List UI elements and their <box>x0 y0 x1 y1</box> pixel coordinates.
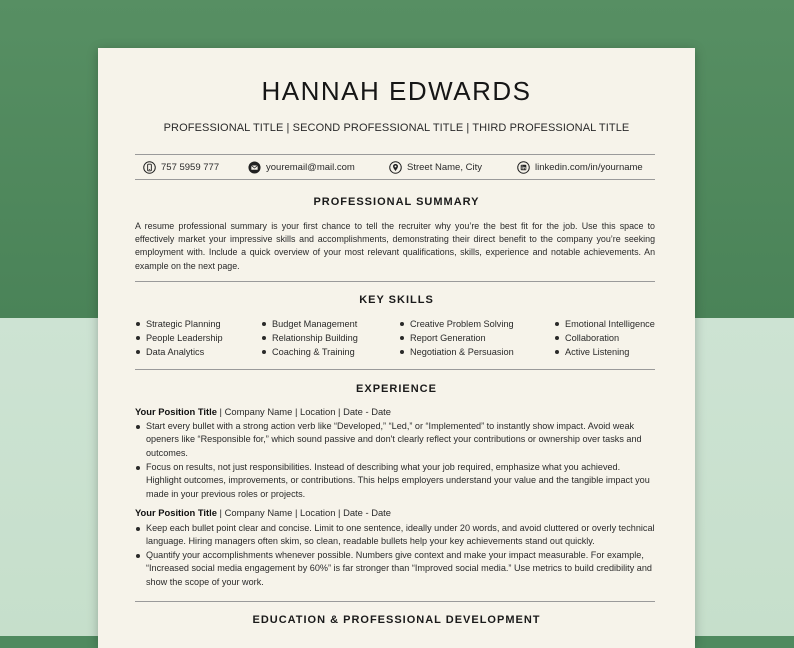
skill-item: Emotional Intelligence <box>554 317 655 331</box>
job-bullet: Keep each bullet point clear and concise. Limit to one sentence, ideally under 20 words, and avoid cluttered or overly technical language. Hiring managers often skim, so clean, readable bullets help your key achievements stand out quickly. <box>146 522 658 549</box>
skill-item: Collaboration <box>554 331 655 345</box>
contact-linkedin <box>517 159 643 175</box>
job-details: | Company Name | Location | Date - Date <box>216 406 392 417</box>
job-details: | Company Name | Location | Date - Date <box>216 507 392 518</box>
skill-item: Creative Problem Solving <box>399 317 514 331</box>
skill-item: Coaching & Training <box>261 345 358 359</box>
email-text: youremail@mail.com <box>266 161 355 173</box>
summary-text: A resume professional summary is your first chance to tell the recruiter why you’re the best fit for the job. Use this space to effectively market your impressive skills and accomplishments, demonstrating their direct benefit to the company you’re seeking employment with. Include a quick overview of your most relevant qualifications, skills, experience and notable achievements. An example on the next page. <box>135 221 655 271</box>
skill-item: Data Analytics <box>135 345 223 359</box>
job-bullet: Start every bullet with a strong action verb like “Developed,” “Led,” or “Implemented” to instantly show impact. Avoid weak openers like “Responsible for,” which sound passive and don't clearly reflect your contributions or ownership over tasks and outcomes. <box>146 420 658 460</box>
address-text: Street Name, City <box>407 161 482 173</box>
summary-heading: PROFESSIONAL SUMMARY <box>313 196 480 208</box>
skills-heading: KEY SKILLS <box>359 294 434 306</box>
skill-item: Strategic Planning <box>135 317 223 331</box>
contact-bar <box>135 154 655 180</box>
experience-heading: EXPERIENCE <box>356 383 437 395</box>
contact-email <box>248 159 355 175</box>
divider <box>135 369 655 370</box>
skill-item: Budget Management <box>261 317 358 331</box>
skill-item: Negotiation & Persuasion <box>399 345 514 359</box>
divider <box>135 281 655 282</box>
resume-name: HANNAH EDWARDS <box>261 76 532 106</box>
phone-icon <box>143 161 156 174</box>
skills-column <box>135 317 223 359</box>
job-bullet: Quantify your accomplishments whenever possible. Numbers give context and make your impact measurable. For example, “Increased social media engagement by 60%” is far stronger than “Improved social media.” Use metrics to build credibility and show the scope of your work. <box>146 549 658 589</box>
linkedin-text: linkedin.com/in/yourname <box>535 161 643 173</box>
skills-column <box>554 317 655 359</box>
location-pin-icon <box>389 161 402 174</box>
job-title-line <box>135 406 391 417</box>
contact-phone <box>143 159 219 175</box>
job-title-line <box>135 507 391 518</box>
contact-address <box>389 159 482 175</box>
professional-titles: PROFESSIONAL TITLE | SECOND PROFESSIONAL TITLE | THIRD PROFESSIONAL TITLE <box>163 122 630 134</box>
resume-page <box>98 48 695 648</box>
skill-item: Relationship Building <box>261 331 358 345</box>
email-icon <box>248 161 261 174</box>
skill-item: Report Generation <box>399 331 514 345</box>
position-title: Your Position Title <box>135 406 217 417</box>
skills-column <box>399 317 514 359</box>
position-title: Your Position Title <box>135 507 217 518</box>
skills-column <box>261 317 358 359</box>
linkedin-icon <box>517 161 530 174</box>
divider <box>135 601 655 602</box>
job-bullet: Focus on results, not just responsibilities. Instead of describing what your job required, emphasize what you achieved. Highlight outcomes, improvements, or contributions. This helps employers understand your value and the tangible impact you made in your previous roles or projects. <box>146 461 658 501</box>
phone-text: 757 5959 777 <box>161 161 220 173</box>
education-heading: EDUCATION & PROFESSIONAL DEVELOPMENT <box>252 614 541 626</box>
skill-item: People Leadership <box>135 331 223 345</box>
skill-item: Active Listening <box>554 345 655 359</box>
